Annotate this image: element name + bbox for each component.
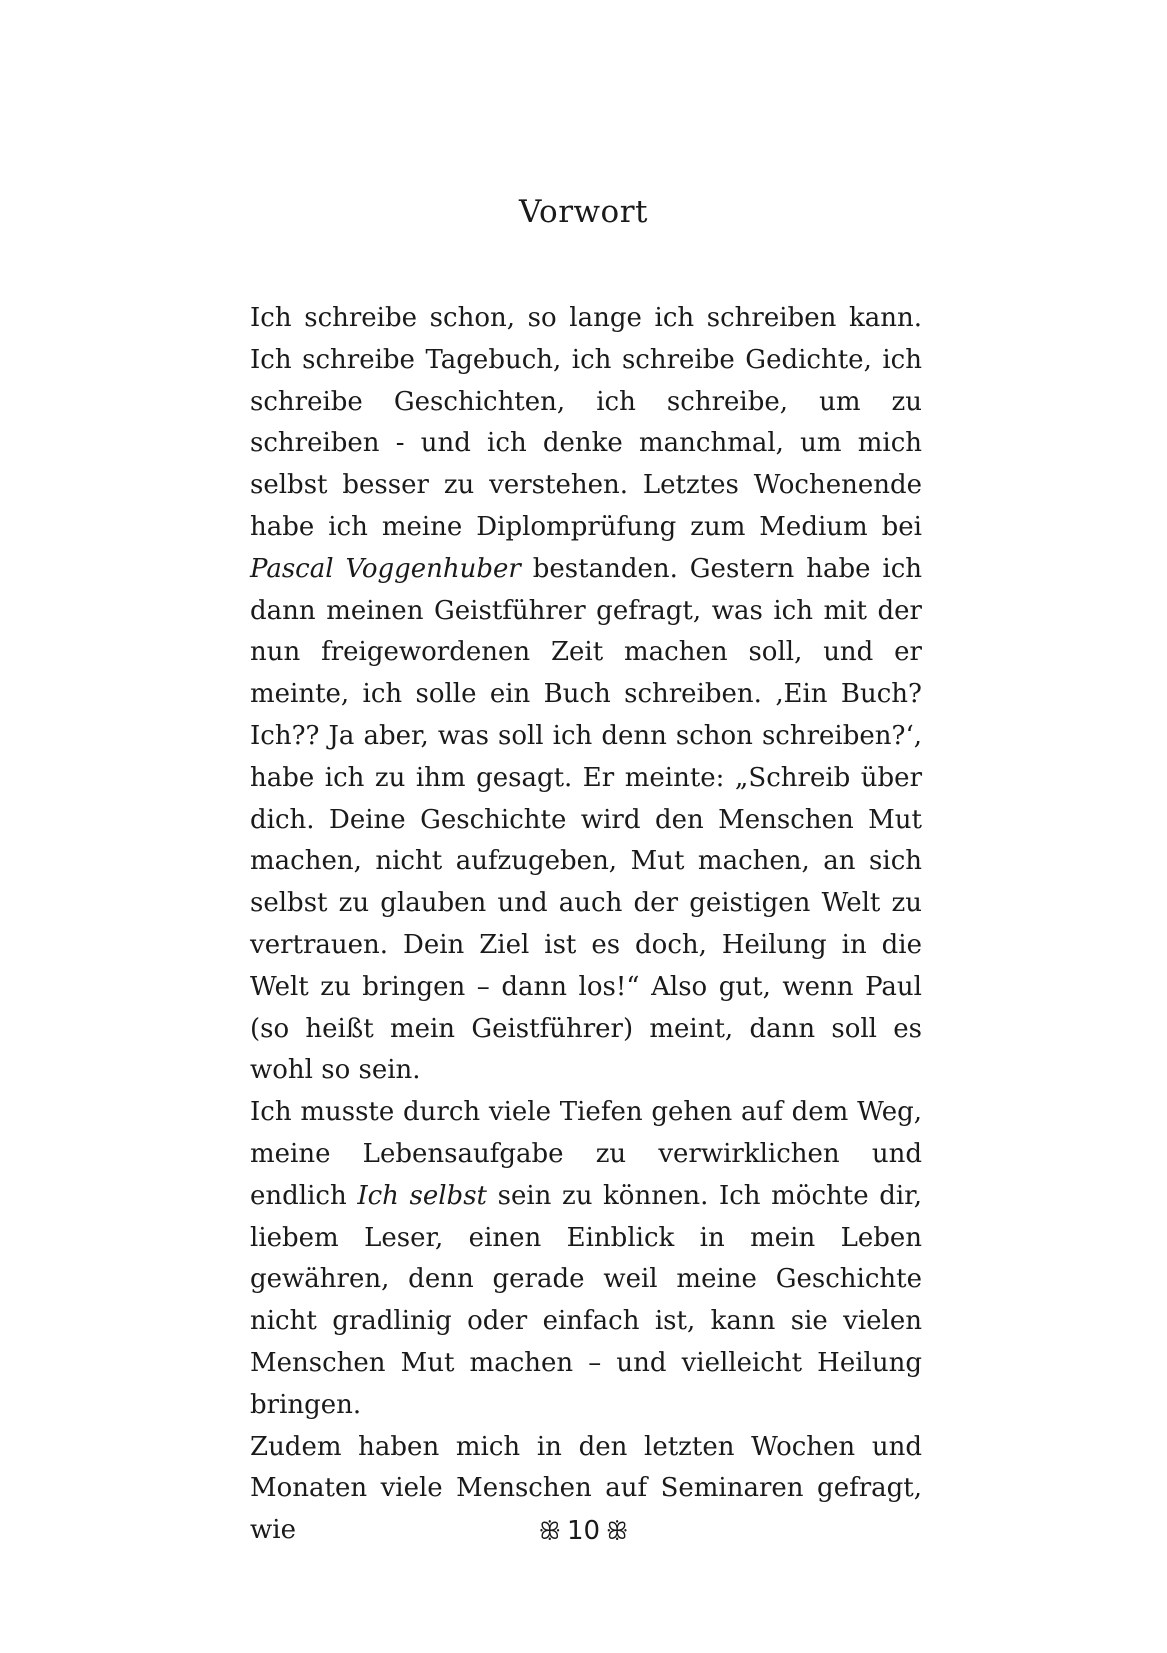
text-segment: Ich musste durch viele Tiefen gehen auf dem Weg, meine Lebensaufgabe zu verwirklichen und endlich [250,1097,922,1211]
text-segment: sein zu können. Ich möchte dir, liebem Leser, einen Einblick in mein Leben gewähren, denn gerade weil meine Geschichte nicht gradlinig oder einfach ist, kann sie vielen Menschen Mut machen – und vielleicht Heilung bringen. [250,1180,922,1420]
page-number: 10 [566,1516,601,1546]
ornament-right-icon: ꕥ [606,1517,629,1545]
page-footer [0,1516,1167,1546]
italic-emphasis: Ich selbst [357,1180,487,1211]
text-segment: bestanden. Gestern habe ich dann meinen Geistführer gefragt, was ich mit der nun freigewordenen Zeit machen soll, und er meinte, ich solle ein Buch schreiben. ‚Ein Buch? Ich?? Ja aber, was soll ich denn schon schreiben?‘, habe ich zu ihm gesagt. Er meinte: „Schreib über dich. Deine Geschichte wird den Menschen Mut machen, nicht aufzugeben, Mut machen, an sich selbst zu glauben und auch der geistigen Welt zu vertrauen. Dein Ziel ist es doch, Heilung in die Welt zu bringen – dann los!“ Also gut, wenn Paul (so heißt mein Geistführer) meint, dann soll es wohl so sein. [250,553,922,1086]
ornament-left-icon: ꕥ [538,1517,561,1545]
text-segment: Ich schreibe schon, so lange ich schreiben kann. Ich schreibe Tagebuch, ich schreibe Gedichte, ich schreibe Geschichten, ich schreibe, um zu schreiben - und ich denke manchmal, um mich selbst besser zu verstehen. Letztes Wochenende habe ich meine Diplomprüfung zum Medium bei [250,303,922,542]
italic-name: Pascal Voggenhuber [250,553,521,584]
paragraph-2 [250,1092,922,1426]
text-segment: Zudem haben mich in den letzten Wochen und Monaten viele Menschen auf Seminaren gefragt, wie [250,1431,922,1546]
page-title: Vorwort [519,194,648,230]
body-text [250,298,922,1552]
paragraph-1 [250,298,922,1092]
